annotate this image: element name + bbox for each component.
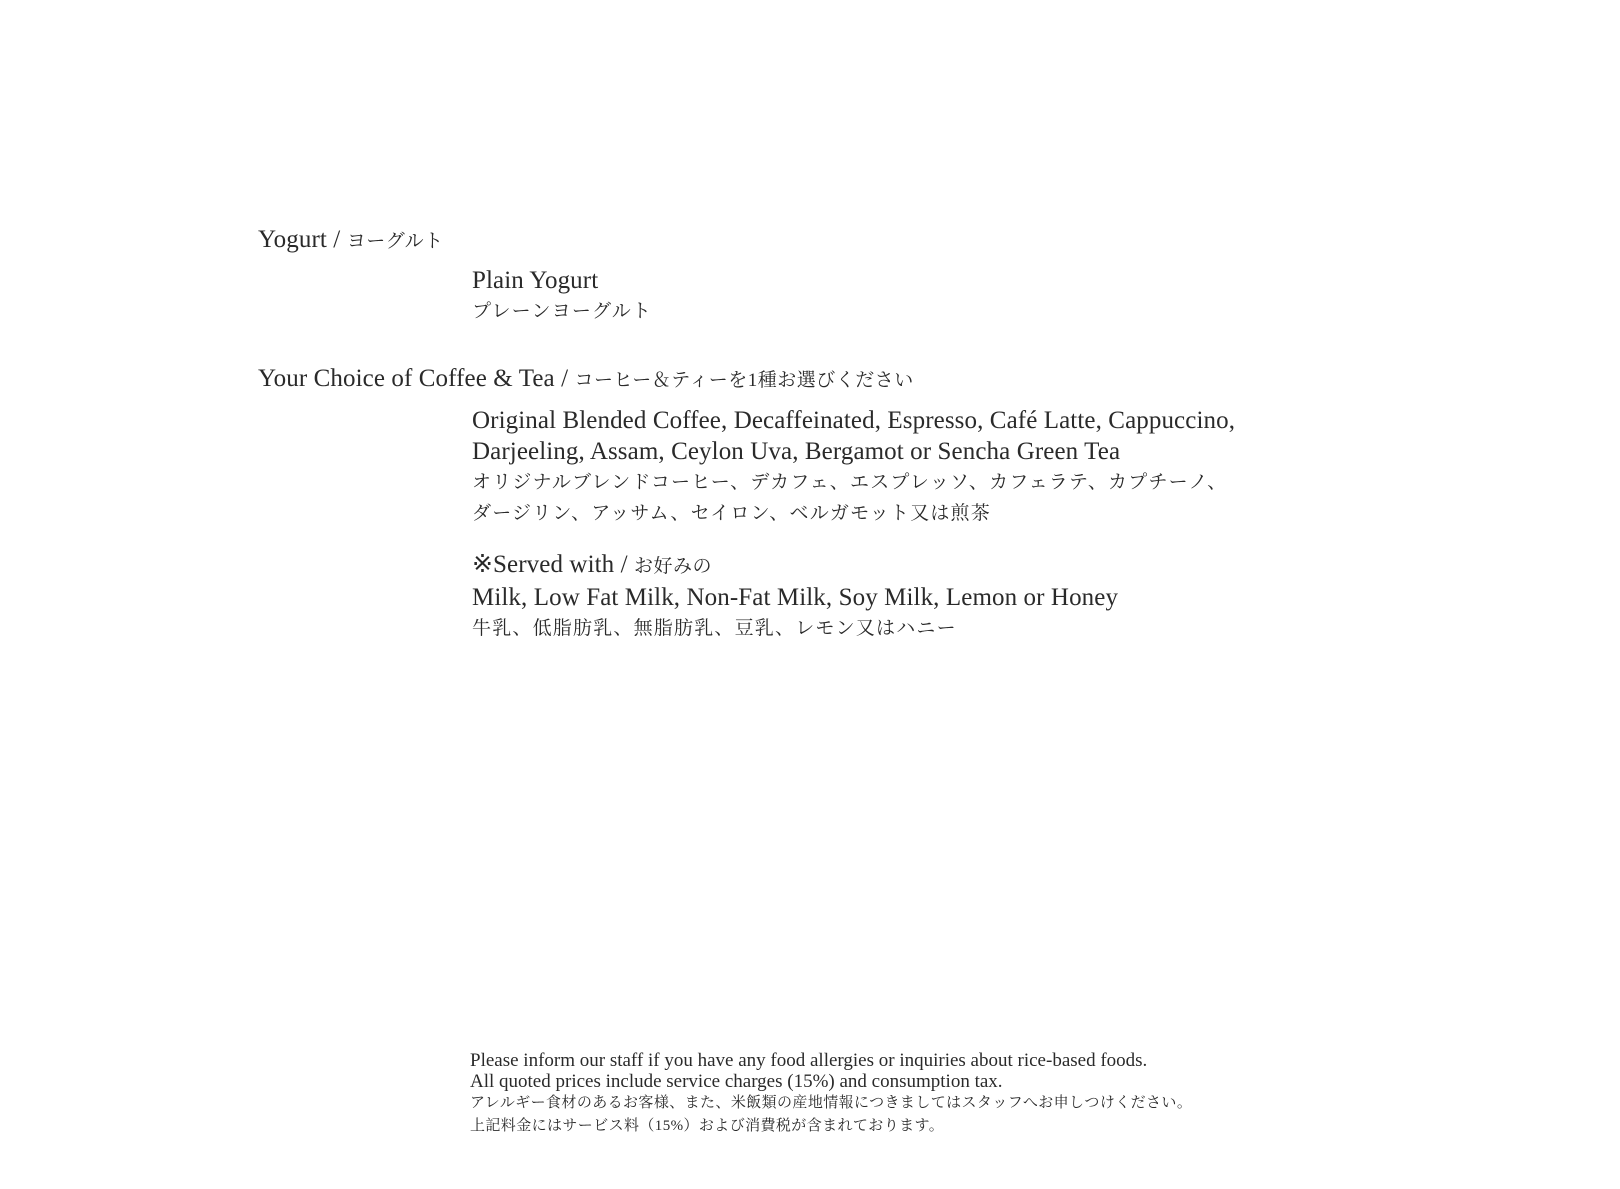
allergy-note-en: Please inform our staff if you have any food allergies or inquiries about rice-based foods. — [470, 1050, 1148, 1071]
addons-en: Milk, Low Fat Milk, Non-Fat Milk, Soy Milk, Lemon or Honey — [472, 584, 1119, 611]
beverage-items — [472, 405, 1235, 529]
yogurt-heading-en: Yogurt — [258, 226, 327, 253]
yogurt-heading — [258, 225, 444, 257]
addons-ja: 牛乳、低脂肪乳、無脂肪乳、豆乳、レモン又はハニー — [472, 618, 957, 639]
yogurt-item-ja: プレーンヨーグルト — [472, 301, 653, 322]
yogurt-heading-separator: / — [326, 226, 347, 253]
prices-note-en: All quoted prices include service charges (15%) and consumption tax. — [470, 1071, 1003, 1092]
yogurt-heading-ja: ヨーグルト — [346, 231, 444, 252]
beverage-heading — [258, 364, 914, 396]
beverage-items-ja-line2: ダージリン、アッサム、セイロン、ベルガモット又は煎茶 — [472, 503, 991, 524]
beverage-items-ja-line1: オリジナルブレンドコーヒー、デカフェ、エスプレッソ、カフェラテ、カプチーノ、 — [472, 472, 1228, 493]
allergy-note-ja: アレルギー食材のあるお客様、また、米飯類の産地情報につきましてはスタッフへお申しつけください。 — [470, 1095, 1193, 1111]
footer-notes — [470, 1050, 1192, 1138]
yogurt-item — [472, 265, 652, 327]
beverage-heading-ja: コーヒー＆ティーを1種お選びください — [574, 370, 914, 391]
served-with-separator: / — [614, 551, 635, 578]
prices-note-ja: 上記料金にはサービス料（15%）および消費税が含まれております。 — [470, 1118, 945, 1134]
served-with-en: ※Served with — [472, 551, 615, 578]
served-with-block — [472, 549, 1118, 644]
beverage-items-en-line1: Original Blended Coffee, Decaffeinated, Espresso, Café Latte, Cappuccino, — [472, 407, 1236, 434]
beverage-items-en-line2: Darjeeling, Assam, Ceylon Uva, Bergamot or Sencha Green Tea — [472, 438, 1121, 465]
beverage-heading-separator: / — [554, 365, 575, 392]
yogurt-item-en: Plain Yogurt — [472, 267, 599, 294]
served-with-label — [472, 549, 1118, 582]
served-with-ja: お好みの — [634, 556, 713, 577]
beverage-heading-en: Your Choice of Coffee & Tea — [258, 365, 555, 392]
